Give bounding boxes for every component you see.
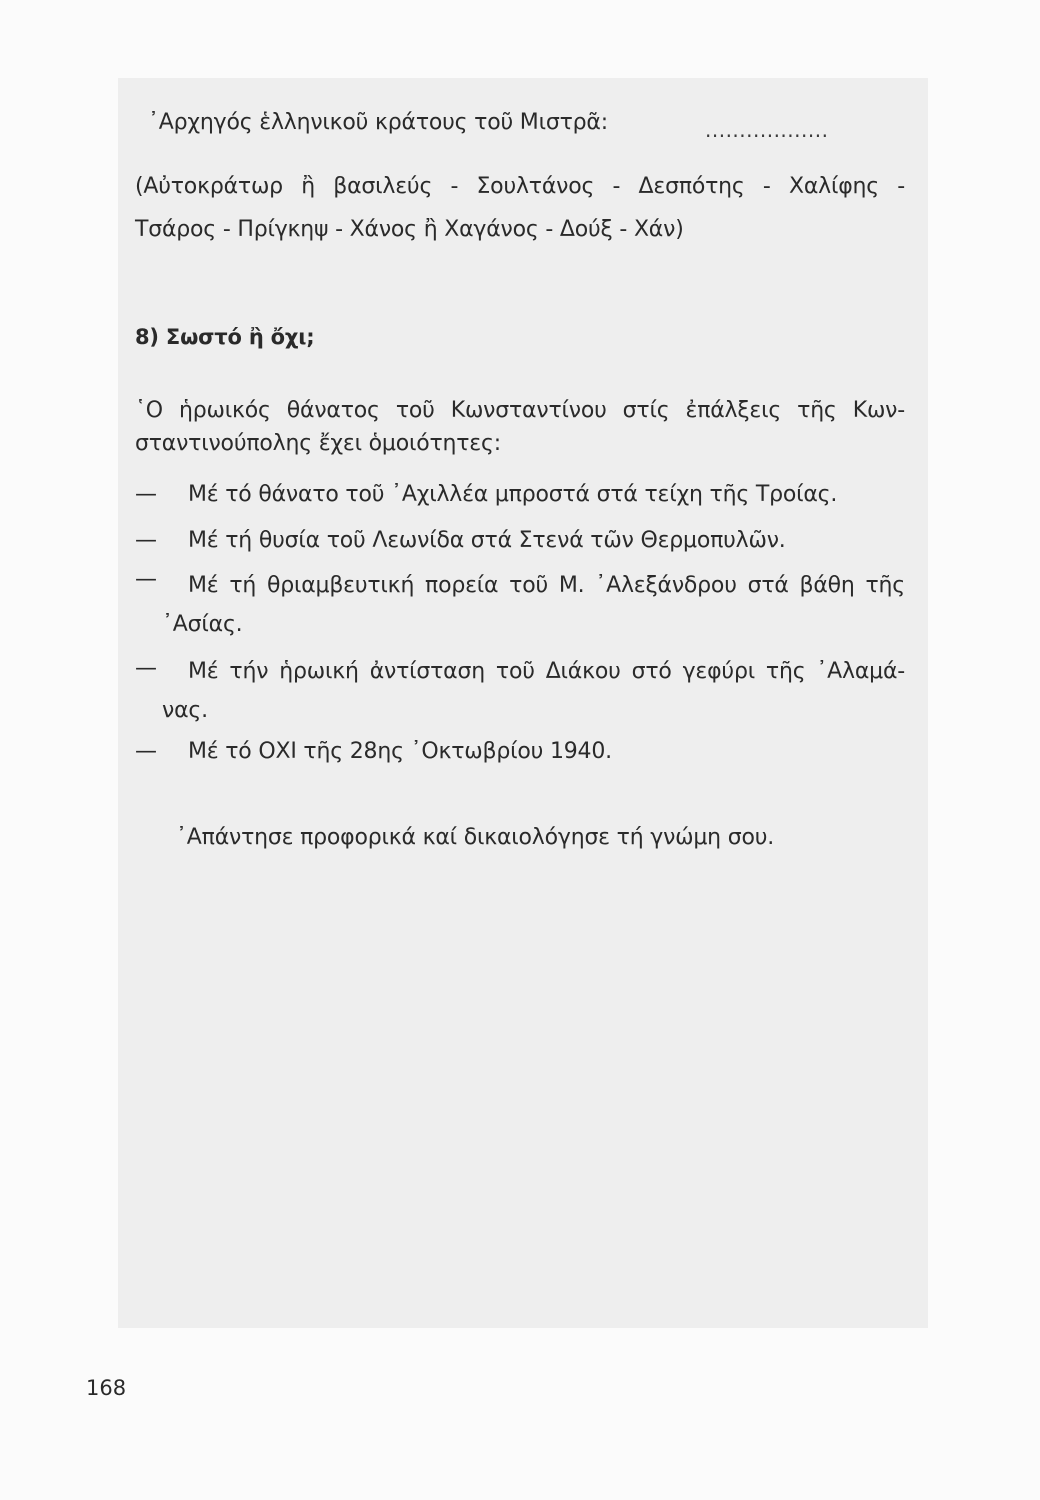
list-item: Μέ τό ΟΧΙ τῆς 28ης ᾽Οκτωβρίου 1940. xyxy=(188,739,612,764)
dash-marker: — xyxy=(135,528,157,553)
list-item: Μέ τό θάνατο τοῦ ᾽Αχιλλέα μπροστά στά τείχη τῆς Τροίας. xyxy=(188,482,838,507)
list-item: Μέ τή θριαμβευτική πορεία τοῦ Μ. ᾽Αλεξάνδρου στά βάθη τῆς xyxy=(188,573,905,598)
instruction: ᾽Απάντησε προφορικά καί δικαιολόγησε τή γνώμη σου. xyxy=(176,825,775,850)
list-item: Μέ τή θυσία τοῦ Λεωνίδα στά Στενά τῶν Θερμοπυλῶν. xyxy=(188,528,786,553)
dash-marker: — xyxy=(135,656,157,681)
section-heading: 8) Σωστό ἢ ὄχι; xyxy=(135,325,315,349)
dash-marker: — xyxy=(135,482,157,507)
dash-marker: — xyxy=(135,567,157,592)
exercise-panel xyxy=(118,78,928,1328)
options-line-1: (Αὐτοκράτωρ ἢ βασιλεύς - Σουλτάνος - Δεσπότης - Χαλίφης - xyxy=(135,174,905,199)
ruler-question: ᾽Αρχηγός ἑλληνικοῦ κράτους τοῦ Μιστρᾶ: xyxy=(148,110,608,135)
intro-line-2: σταντινούπολης ἔχει ὁμοιότητες: xyxy=(135,431,501,456)
dash-marker: — xyxy=(135,739,157,764)
list-item: Μέ τήν ἡρωική ἀντίσταση τοῦ Διάκου στό γεφύρι τῆς ᾽Αλαμά- xyxy=(188,659,905,684)
list-item-continuation: νας. xyxy=(162,698,208,723)
answer-blank: .................. xyxy=(705,118,829,142)
options-line-2: Τσάρος - Πρίγκηψ - Χάνος ἢ Χαγάνος - Δούξ - Χάν) xyxy=(135,217,684,242)
page-number: 168 xyxy=(86,1376,127,1400)
list-item-continuation: ᾽Ασίας. xyxy=(162,612,243,637)
intro-line-1: ῾Ο ἡρωικός θάνατος τοῦ Κωνσταντίνου στίς ἐπάλξεις τῆς Κων- xyxy=(135,398,905,423)
